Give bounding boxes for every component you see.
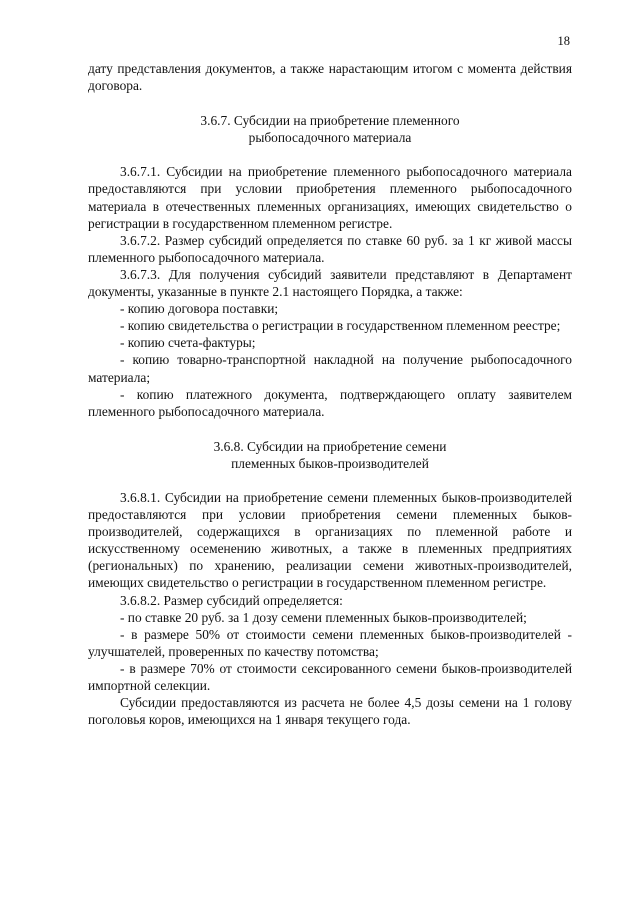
document-body xyxy=(88,60,572,728)
heading-line: 3.6.7. Субсидии на приобретение племенного xyxy=(200,113,460,129)
spacer xyxy=(88,146,572,163)
list-item: - копию счета-фактуры; xyxy=(120,335,256,351)
heading-line: 3.6.8. Субсидии на приобретение семени xyxy=(213,438,447,454)
list-item: - копию договора поставки; xyxy=(120,301,279,317)
list-item: - по ставке 20 руб. за 1 дозу семени племенных быков-производителей; xyxy=(120,609,527,625)
list-item: - в размере 50% от стоимости семени племенных быков-производителей - улучшателей, проверенных по качеству потомства; xyxy=(88,626,572,659)
section-heading-3-6-7 xyxy=(88,112,572,146)
heading-line: рыбопосадочного материала xyxy=(248,130,412,146)
heading-line: племенных быков-производителей xyxy=(231,455,429,471)
list-item: - в размере 70% от стоимости сексированного семени быков-производителей импортной селекции. xyxy=(88,660,572,693)
list-item: - копию свидетельства о регистрации в государственном племенном реестре; xyxy=(120,318,561,334)
list-item: - копию товарно-транспортной накладной на получение рыбопосадочного материала; xyxy=(88,352,572,385)
paragraph-3-6-7-1: 3.6.7.1. Субсидии на приобретение племенного рыбопосадочного материала предоставляются при условии приобретения племенного рыбопосадочного материала в отечественных племенных организациях, имеющих свидетельство о регистрации в государственном племенном регистре. xyxy=(88,164,572,231)
paragraph-final: Субсидии предоставляются из расчета не более 4,5 дозы семени на 1 голову поголовья коров, имеющихся на 1 января текущего года. xyxy=(88,695,572,728)
intro-paragraph: дату представления документов, а также нарастающим итогом с момента действия договора. xyxy=(88,61,572,94)
spacer xyxy=(88,420,572,438)
page-number: 18 xyxy=(557,34,570,48)
list-item: - копию платежного документа, подтверждающего оплату заявителем племенного рыбопосадочного материала. xyxy=(88,386,572,419)
paragraph-3-6-7-2: 3.6.7.2. Размер субсидий определяется по ставке 60 руб. за 1 кг живой массы племенного рыбопосадочного материала. xyxy=(88,232,572,265)
section-heading-3-6-8 xyxy=(88,438,572,472)
spacer xyxy=(88,94,572,112)
spacer xyxy=(88,472,572,489)
paragraph-3-6-8-1: 3.6.8.1. Субсидии на приобретение семени племенных быков-производителей предоставляются при условии приобретения семени племенных быков-производителей, содержащихся в организациях по племенной работе и искусственному осеменению животных, а также в племенных предприятиях (региональных) по хранению, реализации семени животных-производителей, имеющих свидетельство о регистрации в государственном племенном регистре. xyxy=(88,489,572,591)
paragraph-3-6-7-3: 3.6.7.3. Для получения субсидий заявители представляют в Департамент документы, указанные в пункте 2.1 настоящего Порядка, а также: xyxy=(88,266,572,300)
paragraph-3-6-8-2: 3.6.8.2. Размер субсидий определяется: xyxy=(120,592,343,608)
